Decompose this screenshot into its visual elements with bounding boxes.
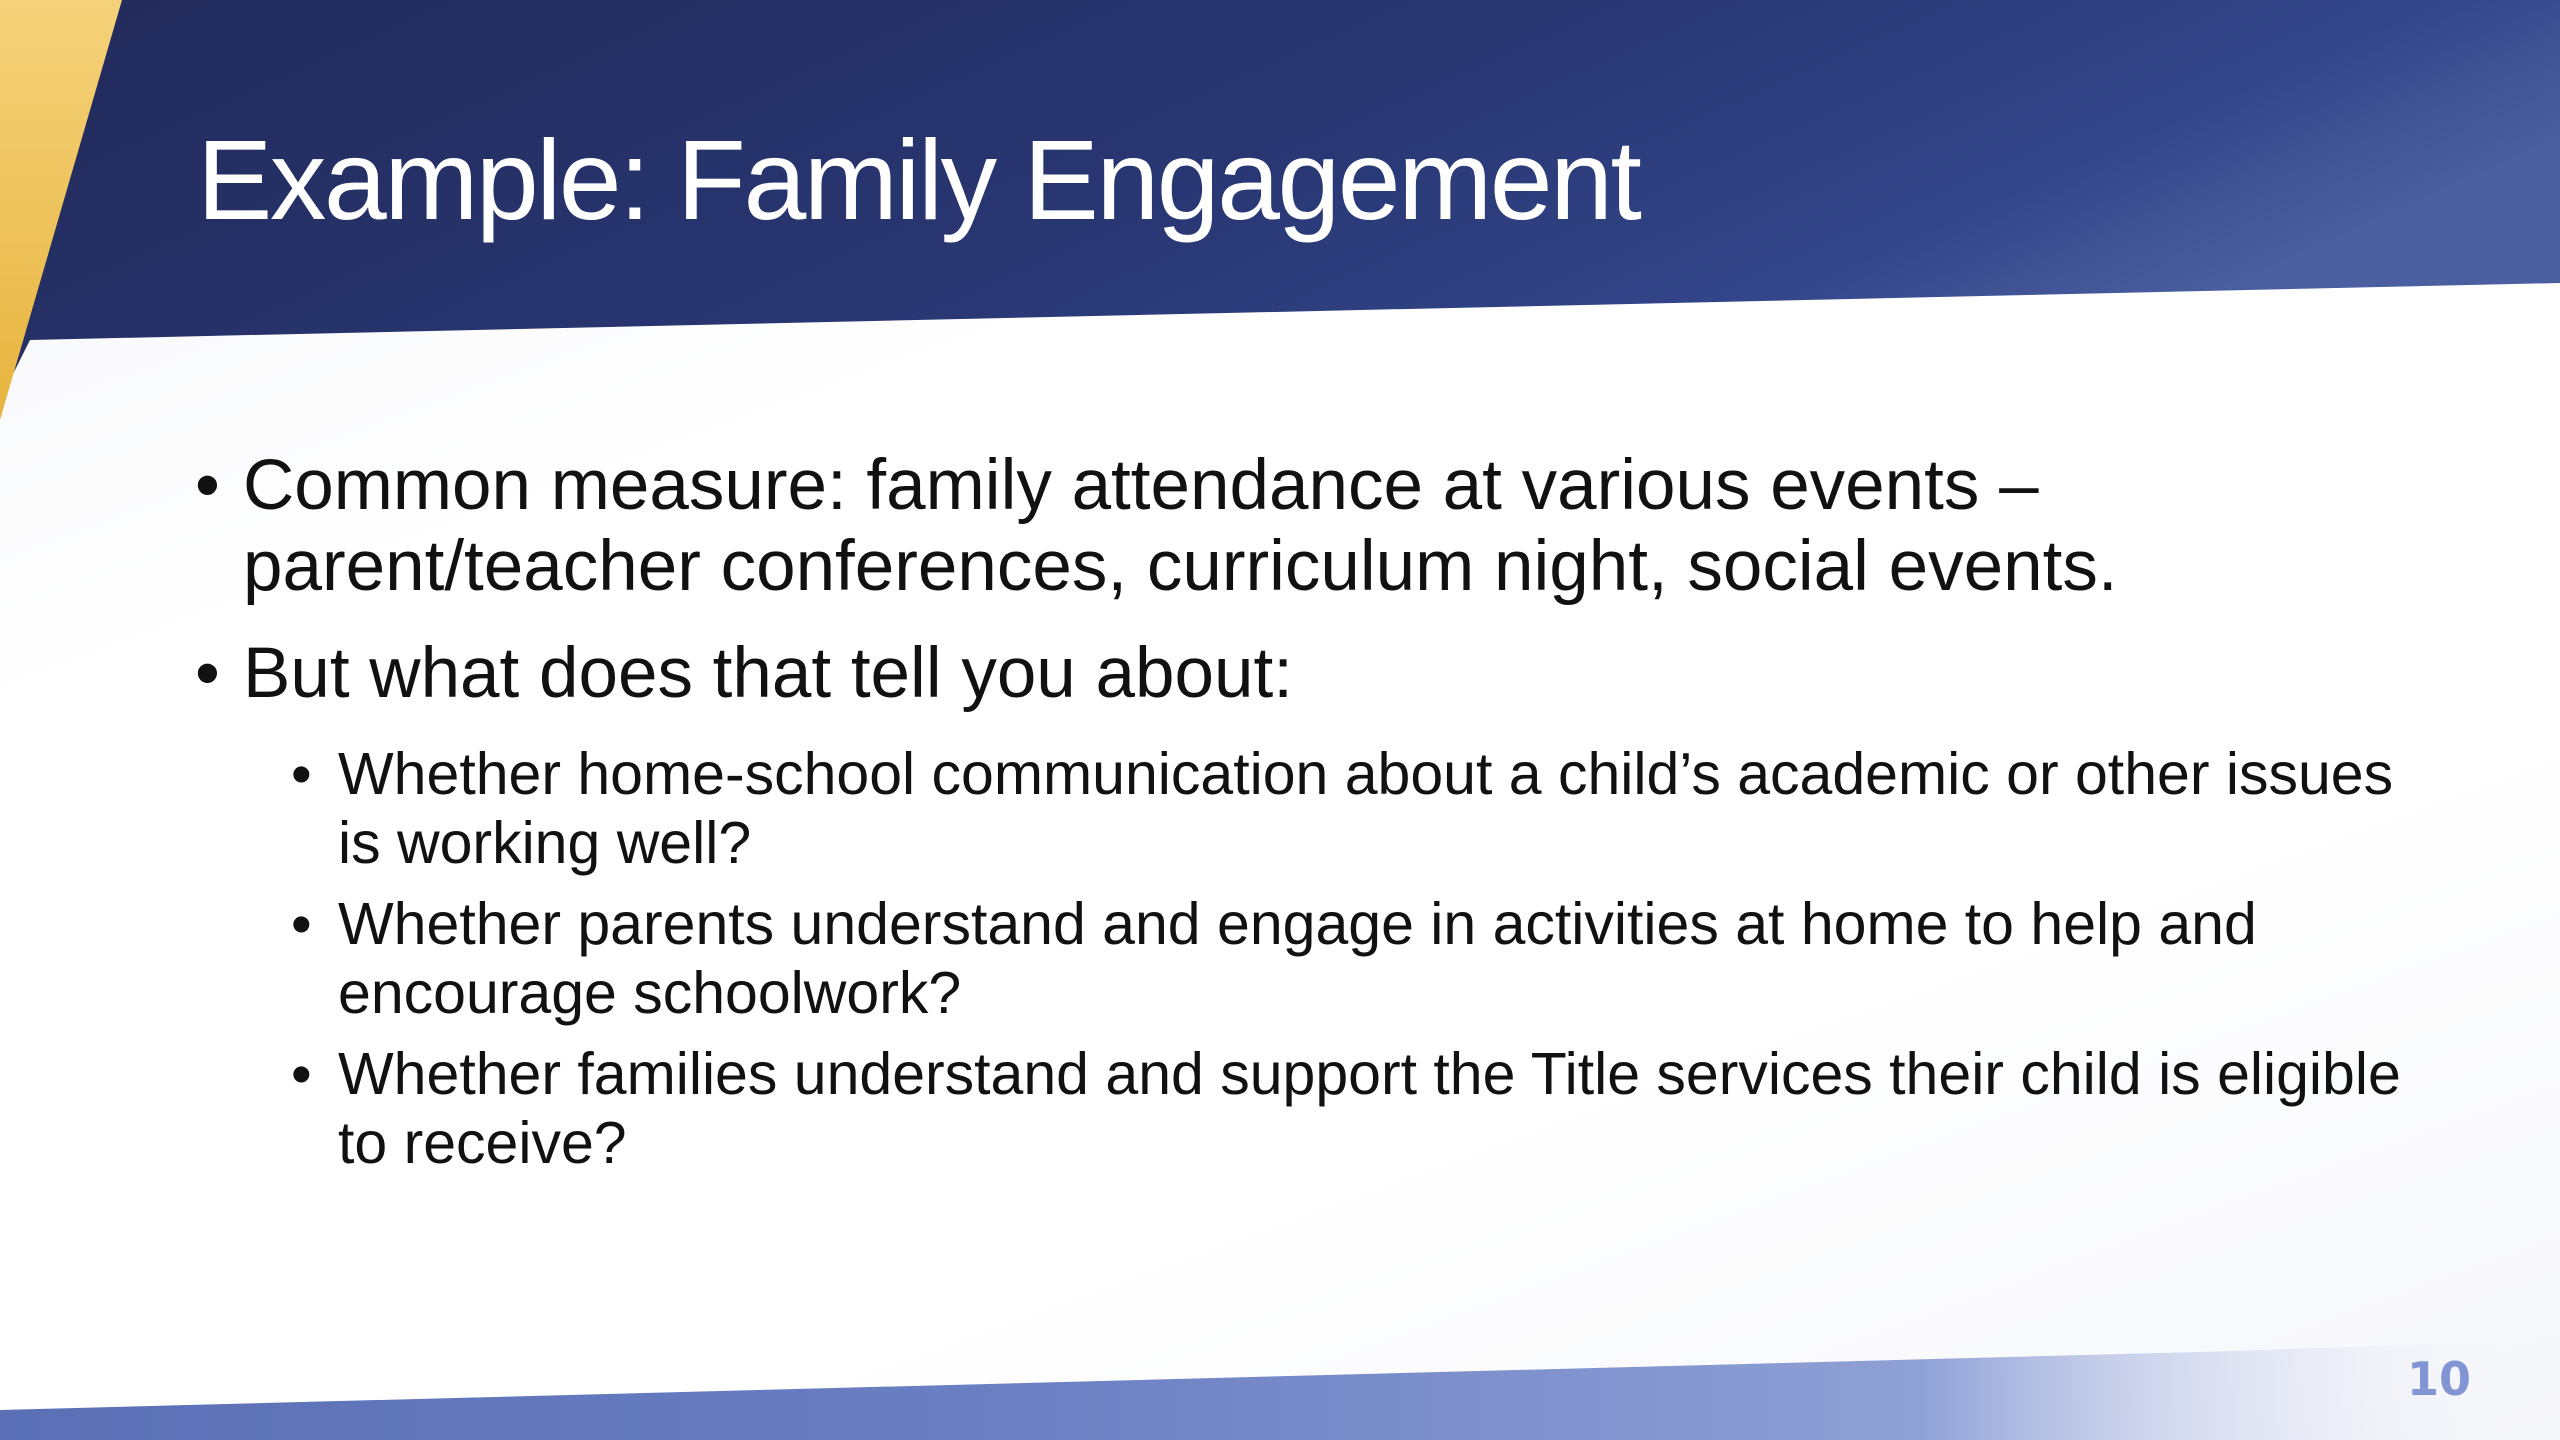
sub-bullet-marker: • xyxy=(291,741,312,807)
sub-bullet-item xyxy=(195,740,2435,878)
bullet-list xyxy=(195,445,2435,1190)
sub-bullet-marker: • xyxy=(291,1041,312,1107)
sub-bullet-marker: • xyxy=(291,891,312,957)
bullet-marker: • xyxy=(195,634,220,713)
footer-band xyxy=(0,1340,2560,1440)
sub-bullet-text: Whether families understand and support the Title services their child is eligible to receive? xyxy=(338,1041,2401,1176)
bullet-marker: • xyxy=(195,446,220,525)
page-number: 10 xyxy=(2406,1352,2471,1406)
sub-bullet-text: Whether parents understand and engage in activities at home to help and encourage schoolwork? xyxy=(338,891,2257,1026)
slide-title: Example: Family Engagement xyxy=(197,117,1640,243)
bullet-item xyxy=(195,445,2435,607)
sub-bullet-text: Whether home-school communication about a child’s academic or other issues is working well? xyxy=(338,741,2394,876)
bullet-item xyxy=(195,633,2435,714)
sub-bullet-item xyxy=(195,1040,2435,1178)
bullet-text: Common measure: family attendance at various events – parent/teacher conferences, curriculum night, social events. xyxy=(243,446,2118,606)
bullet-text: But what does that tell you about: xyxy=(243,634,1293,713)
sub-bullet-item xyxy=(195,890,2435,1028)
